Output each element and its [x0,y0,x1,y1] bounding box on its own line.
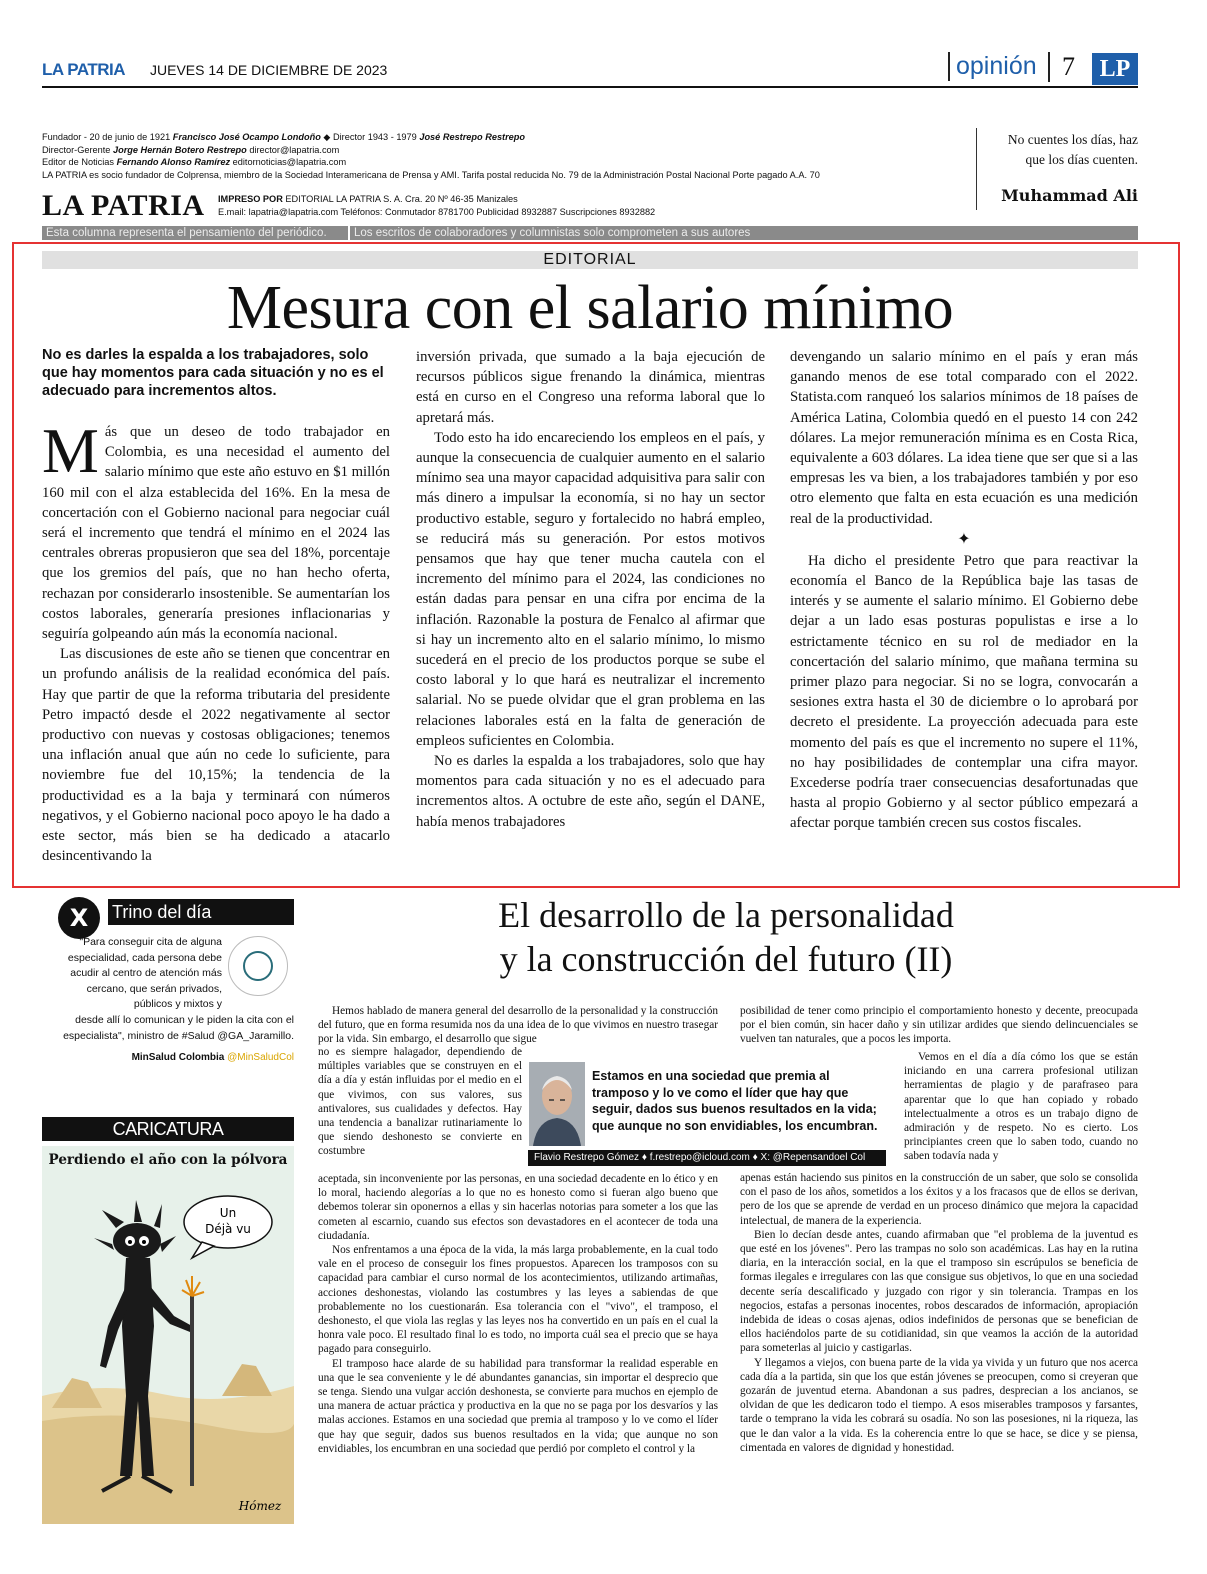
author-byline: Flavio Restrepo Gómez ♦ f.restrepo@icloud.com ♦ X: @Repensandoel Col [528,1150,886,1166]
editorial-column-1 [42,415,390,866]
editorial-paragraph [42,415,390,644]
editorial-label: EDITORIAL [42,251,1138,269]
director-name: José Restrepo Restrepo [419,132,526,142]
director-manager-name: Jorge Hernán Botero Restrepo [112,144,247,155]
editorial-paragraph: inversión privada, que sumado a la baja ejecución de recursos públicos sigue frenando la dinámica, mientras está en curso en el Congreso una reforma laboral que lo apretará más. [416,349,765,426]
editorial-paragraph: devengando un salario mínimo en el país y eran más ganando menos de ese total comparado con el 2022. Statista.com ranqueó los salarios mínimos de 18 países de América Latina, Colombia quedó en el puesto 14 con 242 dólares. La mejor remuneración mínima es en Costa Rica, equivalente a 603 dólares. La idea tiene que ser que si a las empresas les va bien, a los trabajadores también y por eso otro elemento que falta en esta ecuación es una medición real de la productividad. [790,349,1138,527]
editorial-title: Mesura con el salario mínimo [226,274,954,342]
trino-author-handle[interactable]: @MinSaludCol [227,1052,294,1063]
editor-email: editornoticias@lapatria.com [232,157,347,167]
director-manager-label: Director-Gerente [42,144,111,155]
drop-cap: M [42,415,99,486]
trino-quote-part1: "Para conseguir cita de alguna especialidad, cada persona debe acudir al centro de atención más cercano, que serán privados, públicos y mixtos y [67,936,222,1010]
trino-author-name: MinSalud Colombia [131,1052,225,1063]
quote-divider [976,128,977,210]
star-separator: ✦ [957,530,971,548]
column-paragraph: Vemos en el día a día cómo los que se están iniciando en una carrera profesional utilizan herramientas de plagio y de parafraseo para aparentar que lo que han copiado y robado intelectualmente a otros es un trabajo digno de admiración y de respeto. No es cierto. Los principiantes creen que lo saben todo, cuando no saben todavía nada y [904,1051,1138,1163]
column-title-line1: El desarrollo de la personalidad [498,895,954,935]
column-title [400,893,1052,981]
disclaimer-columnists: Los escritos de colaboradores y columnistas solo comprometen a sus autores [348,226,750,240]
column-paragraph: no es siempre halagador, dependiendo de múltiples variables que se construyen en el día a día y están influidas por el medio en el que vivimos, con sus valores, sus antivalores, sus cualidades y defectos. Hay una tendencia a banalizar rutinariamente lo que siendo deshonesto se convierte en costumbre [318,1046,522,1158]
disclaimer-editorial: Esta columna representa el pensamiento del periódico. [46,227,327,239]
column-title-line2: y la construcción del futuro (II) [499,939,953,979]
page-number: 7 [1048,52,1075,82]
print-label: IMPRESO POR [218,194,283,204]
issue-date: JUEVES 14 DE DICIEMBRE DE 2023 [150,62,388,78]
caricature-image [42,1146,294,1524]
author-portrait-icon [529,1062,585,1146]
disclaimer-bar [42,226,1138,240]
brand-name: LA PATRIA [42,60,126,79]
column-text-b-mid [904,1050,1138,1164]
editorial-paragraph: Todo esto ha ido encareciendo los empleos en el país, y aunque la consecuencia de cualquier aumento en el salario mínimo sea una mayor capacidad adquisitiva para salir con más dinero a impulsar la economía, si no hay un sector productivo estable, seguro y fortalecido no habrá empleo, se reducirá más su generación. Por estos motivos pensamos que hay que tener mucha cautela con el incremento del mínimo para el 2024, las condiciones no están dadas para pensar en una cifra por encima de la inflación. Razonable la postura de Fenalco al afirmar que si hay un incremento alto en el salario mínimo, lo mismo sucederá en el precio de los productos porque se sube el costo laboral y lo que hará es neutralizar el incremento salarial. No se puede olvidar que el gran problema en las relaciones laborales está en la falta de generación de empleos suficientes en Colombia. [416,429,765,749]
column-text-b-top [740,1004,1138,1047]
editorial-paragraph: Las discusiones de este año se tienen que concentrar en un profundo análisis de la realidad económica del país. Hay que partir de que la reforma tributaria del presidente Petro impactó desde el 2022 negativamente al sector productivo con nuevas y costosas obligaciones; tenemos una inflación anual que aún no cede lo suficiente, para noviembre fue del 10,15%; la tendencia de la productividad es a la baja y terminará con números negativos, y el Gobierno nacional poco apoyo le ha dado a este sector, más bien se ha dedicado a atacarlo desincentivando la [42,646,390,865]
print-contact: E.mail: lapatria@lapatria.com Teléfonos: Conmutador 8781700 Publicidad 8932887 Suscripciones 8932882 [218,206,656,217]
column-paragraph: Nos enfrentamos a una época de la vida, la más larga probablemente, en la cual todo vale en el proceso de conseguir los fines propuestos. Aparecen los tramposos con su capacidad para cambiar el curso normal de los acontecimientos, utilizando artimañas, acciones deshonestas, violando las costumbres y las leyes a sabiendas de que probablemente no los cuestionarán. Esa tolerancia con el "vivo", el tramposo, el deshonesto, el que viola las reglas y las leyes nos ha convertido en un país en el cual la honra vale poco. El resultado final lo es todo, no importa cuál sea el precio que se haya pagado para conseguirlo. [318,1244,718,1356]
founder-name: Francisco José Ocampo Londoño [172,132,321,142]
column-paragraph: posibilidad de tener como principio el comportamiento honesto y decente, preocupada por el bien común, sin hacer daño y sin utilizar ardides que siendo delincuenciales se vuelven tan naturales, que a pocos les importa. [740,1005,1138,1046]
column-paragraph: aceptada, sin inconveniente por las personas, en una sociedad decadente en lo ético y en lo moral, haciendo alegorías a lo que no es honesto como si fueran algo bueno que debemos tolerar sin oponernos a ellas y sin hacerlas notorias para someter a los que las cometen al escarnio, cuando sus efectos son devastadores en el acontecer de toda una ciudadanía. [318,1173,718,1242]
print-address: EDITORIAL LA PATRIA S. A. Cra. 20 Nº 46-35 Manizales [285,194,518,204]
editorial-p1-text: ás que un deseo de todo trabajador en Colombia, es una necesidad el aumento del salario mínimo que este año estuvo en $1 millón 160 mil con el alza establecida del 16%. En la mesa de concertación con el Gobierno nacional para negociar cuál será el incremento que tendrá el mínimo en el 2024 las centrales obreras propusieron que sea del 18%, porcentaje que los gremios del país, que no han hecho oferta, rechazan por considerarlo insostenible. Se aumentarían los costos laborales, generaría presiones inflacionarias y seguiría golpeando aún más la economía nacional. [42,424,390,643]
column-paragraph: Hemos hablado de manera general del desarrollo de la personalidad y la construcción del futuro, que en forma resumida nos da una idea de lo que vivimos en nuestro trasegar por la vida. Sin embargo, el desarrollo que sigue [318,1005,718,1046]
masthead-membership: LA PATRIA es socio fundador de Colprensa, miembro de la Sociedad Interamericana de Prensa y AMI. Tarifa postal reducida No. 79 de la Administración Postal Nacional Porte pagado A.A. 70 [42,169,820,180]
column-paragraph: El tramposo hace alarde de su habilidad para transformar la realidad esperable en una que le sea conveniente y le dé abundantes ganancias, sin importar el desprecio que se tenga. Siendo una vulgar acción deshonesta, se convierte para muchos en ejemplo de una manera de actuar práctica y productiva en la que no se paga por los desvaríos y las malas acciones. Estamos en una sociedad que premia al tramposo y lo ve como el líder que hay que seguir, dados sus buenos resultados en la vida; que aunque no son envidiables, los encumbran en una sociedad que perdió por completo el control y la [318,1357,718,1455]
editorial-column-2 [416,347,765,832]
masthead-logo: LA PATRIA [42,189,205,222]
quote-author: Muhammad Ali [1001,186,1138,205]
founder-label: Fundador - 20 de junio de 1921 [42,132,171,142]
lp-logo: LP [1092,53,1138,85]
pull-quote: Estamos en una sociedad que premia al tramposo y lo ve como el líder que hay que seguir, dados sus buenos resultados en la vida; que aunque no son envidiables, los encumbran. [592,1069,878,1133]
top-rule [42,86,1138,88]
masthead-credits: Fundador - 20 de junio de 1921 Francisco José Ocampo Londoño ◆ Director 1943 - 1979 José Restrepo Restrepo Director-Gerente Jorge Hernán Botero Restrepo director@lapatria.com Editor de Noticias Fernando Alonso Ramírez editornoticias@lapatria.com LA PATRIA es socio fundador de Colprensa, miembro de la Sociedad Interamericana de Prensa y AMI. Tarifa postal reducida No. 79 de la Administración Postal Nacional Porte pagado A.A. 70 [42,131,962,181]
section-name: opinión [948,52,1037,81]
director-label: Director 1943 - 1979 [333,132,417,142]
column-text-a-mid [318,1045,522,1159]
editorial-paragraph: No es darles la espalda a los trabajadores, solo que hay momentos para cada situación y no es el adecuado para incrementos altos. A octubre de este año, según el DANE, había menos trabajadores [416,753,765,830]
trino-label: Trino del día [108,899,294,925]
cartoonist-signature: Hómez [238,1499,282,1513]
caricatura-label: CARICATURA [42,1117,294,1141]
editorial-column-3 [790,347,1138,834]
column-text-a-bottom [318,1172,718,1456]
column-paragraph: Bien lo decían desde antes, cuando afirmaban que "el problema de la juventud es que esté en los jóvenes". Pero las trampas no solo son académicas. Las hay en la rutina diaria, en la interacción social, en la que el tramposo sin escrúpulos se beneficia de formas ilegales e irregulares con las que consigue sus objetivos, lo que en una sociedad decente sería descalificado y juzgado con rigor y sin tolerancia. Trampas en los negocios, estafas a personas inocentes, robos descarados de información, apropiación indebida de ideas o cosas ajenas, odios indefinidos de personas que se benefician de ellos haciéndolos parte de su cotidianidad, sin que veamos la acción de la autoridad para someterlas al juicio y castigarlas. [740,1228,1138,1355]
column-text-a-top [318,1004,718,1047]
quote-text: No cuentes los días, haz que los días cuenten. [1007,132,1138,167]
author-photo [529,1062,585,1146]
trino-author [40,1052,294,1063]
editorial-paragraph: Ha dicho el presidente Petro que para reactivar la economía el Banco de la República baje las tasas de interés y se aumente el salario mínimo. El Gobierno debe dejar a un lado esas posturas populistas e irse a lo estrictamente técnico en su rol de mediador en la concertación del salario mínimo, que mañana termina su primer plazo para negociar. Si no se logra, convocarán a sesiones extra hasta el 30 de diciembre o lo aprobará por decreto el presidente. La proyección adecuada para este momento del país es que el incremento no supere el 11%, no hay posibilidades de contemplar una cifra mayor. Excederse podría traer consecuencias desafortunadas que hasta al propio Gobierno y al sector público empezará a afectar porque también crecen sus costos fiscales. [790,552,1138,832]
x-logo-icon: X [58,897,100,939]
minsalud-seal-icon [228,936,288,996]
column-text-b-bottom [740,1171,1138,1455]
speech-bubble-line2: Déjà vu [205,1222,251,1236]
printing-info [218,193,918,218]
trino-quote-part2: desde allí lo comunican y le piden la cita con el especialista", ministro de #Salud @GA_Jaramillo. [63,1014,294,1042]
director-email: director@lapatria.com [249,144,340,155]
editor-name: Fernando Alonso Ramírez [116,157,231,167]
caricature-title: Perdiendo el año con la pólvora [48,1152,288,1168]
column-paragraph: Y llegamos a viejos, con buena parte de la vida ya vivida y un futuro que nos acerca cada día a la partida, sin que los que están jóvenes se preocupen, como si creyeran que gozarán de juventud eterna. Abandonan a sus padres, desprecian a los ancianos, se olvidan de que les dedicaron todo el tiempo. A esos miserables tramposos y farsantes, tarde o temprano la vida les cobrará su osadía. No son las posesiones, ni la riqueza, las que le dan valor a la vida. Es la coherencia entre lo que se hace, se dice y se piensa, cimentada en valores de dignidad y honestidad. [740,1356,1138,1454]
editor-label: Editor de Noticias [42,157,115,167]
editorial-lead: No es darles la espalda a los trabajadores, solo que hay momentos para cada situación y no es el adecuado para incrementos altos. [42,347,384,399]
column-paragraph: apenas están haciendo sus pinitos en la construcción de un saber, que solo se consolida con el paso de los años, sometidos a los éxitos y a los fracasos que de ellos se derivan, pero de los que se aprende de verdad en un proceso dinámico que mejora la capacidad intelectual, de manera de la experiencia. [740,1172,1138,1227]
speech-bubble-line1: Un [219,1206,237,1220]
